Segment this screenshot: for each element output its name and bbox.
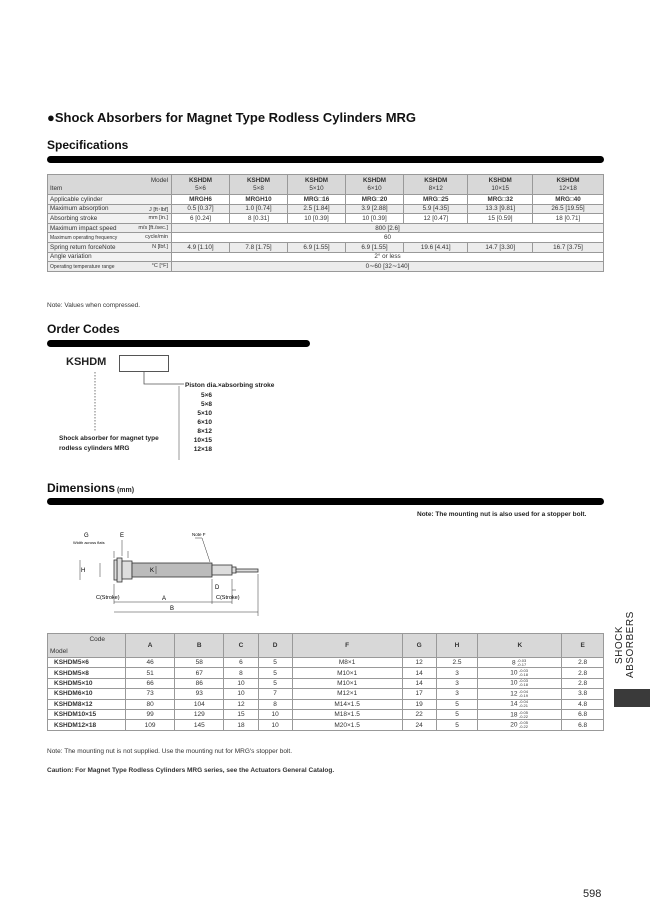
dim-k-tol: -0.03 -0.18	[518, 668, 528, 678]
dim-value: 129	[175, 709, 224, 719]
dim-label-c-right: C(Stroke)	[216, 595, 240, 601]
spec-item-name: Maximum impact speed	[50, 224, 117, 232]
dim-value: 145	[175, 720, 224, 730]
dim-k-value: 18	[510, 711, 518, 719]
spec-model-name: KSHDM	[488, 176, 512, 184]
spec-model-name: KSHDM	[188, 176, 213, 184]
dim-header-row	[48, 634, 604, 658]
dim-k	[478, 689, 562, 699]
dim-value-e: 6.8	[562, 709, 604, 719]
spec-item-name: Absorbing stroke	[50, 214, 98, 222]
spec-value: 2.5 [1.84]	[288, 204, 346, 214]
section-bar	[47, 498, 604, 505]
dim-value: 10	[258, 709, 292, 719]
dim-row	[48, 699, 604, 709]
dim-k	[478, 709, 562, 719]
dim-k	[478, 668, 562, 678]
order-option: 8×12	[197, 428, 212, 435]
spec-value: 7.8 [1.75]	[230, 242, 288, 252]
dim-row	[48, 720, 604, 730]
order-option: 10×15	[193, 437, 212, 444]
dim-value: 10	[258, 720, 292, 730]
spec-value: 5.9 [4.35]	[404, 204, 468, 214]
dim-value: 46	[126, 658, 175, 668]
spec-value: 19.6 [4.41]	[404, 242, 468, 252]
dim-k-value: 8	[512, 659, 516, 667]
spec-value: 6.9 [1.55]	[346, 242, 404, 252]
spec-item-name: Angle variation	[50, 253, 92, 261]
order-code: KSHDM	[66, 356, 107, 368]
spec-model-size: 6×10	[367, 184, 382, 192]
spec-item-name: Maximum absorption	[50, 205, 109, 213]
order-options	[172, 391, 212, 454]
dim-value: 2.5	[436, 658, 478, 668]
dim-value: M14×1.5	[292, 699, 402, 709]
dim-row	[48, 678, 604, 688]
dim-k-tol: -0.04 -0.19	[518, 688, 528, 698]
dim-row	[48, 709, 604, 719]
dim-value: 22	[402, 709, 436, 719]
spec-model-name: KSHDM	[424, 176, 448, 184]
dim-k	[478, 658, 562, 668]
dim-value: M10×1	[292, 668, 402, 678]
dim-value: 10	[224, 689, 258, 699]
spec-header-item: Item	[50, 185, 63, 192]
spec-value: 15 [0.59]	[468, 214, 532, 224]
dim-value: M8×1	[292, 658, 402, 668]
dim-model: KSHDM12×18	[48, 720, 126, 730]
spec-note: Note: Values when compressed.	[47, 302, 141, 309]
spec-item-unit: J [ft･lbf]	[149, 207, 168, 214]
spec-value: 0.5 [0.37]	[172, 204, 230, 214]
dim-value: 10	[224, 678, 258, 688]
dim-value-e: 2.8	[562, 658, 604, 668]
dim-label-b: B	[170, 606, 175, 612]
spec-value: MRG□16	[288, 195, 346, 205]
dim-value: M12×1	[292, 689, 402, 699]
dim-label-e: E	[120, 533, 125, 539]
spec-value: MRGH10	[230, 195, 288, 205]
spec-value: 0∼60 [32∼140]	[172, 262, 604, 272]
dim-value: M10×1	[292, 678, 402, 688]
spec-value: MRG□25	[404, 195, 468, 205]
dim-header-corner	[48, 634, 126, 658]
dim-col-header: F	[292, 634, 402, 658]
dimensions-unit: (mm)	[116, 487, 135, 494]
dim-model: KSHDM5×10	[48, 678, 126, 688]
dim-label-h: H	[81, 568, 86, 574]
dim-value: 73	[126, 689, 175, 699]
dim-value: 3	[436, 678, 478, 688]
piston-label: Piston dia.×absorbing stroke	[185, 382, 275, 389]
spec-value: 60	[172, 233, 604, 243]
spec-model-name: KSHDM	[556, 176, 580, 184]
order-option: 5×6	[200, 392, 212, 399]
spec-value: MRG□20	[346, 195, 404, 205]
dim-k-tol: -0.03 -0.17	[517, 657, 527, 667]
dim-value: 24	[402, 720, 436, 730]
spec-value: 3.9 [2.88]	[346, 204, 404, 214]
dim-value: 5	[436, 699, 478, 709]
spec-value: 8 [0.31]	[230, 214, 288, 224]
dim-value: M18×1.5	[292, 709, 402, 719]
spec-value: 800 [2.6]	[172, 223, 604, 233]
dim-value: 5	[436, 709, 478, 719]
dim-value-e: 6.8	[562, 720, 604, 730]
dim-value-e: 2.8	[562, 678, 604, 688]
page-number: 598	[583, 888, 602, 900]
dim-k-tol: -0.03 -0.18	[518, 678, 528, 688]
spec-model-size: 10×15	[491, 184, 510, 192]
spec-value: 26.5 [19.55]	[532, 204, 603, 214]
dim-k-tol: -0.05 -0.22	[518, 720, 528, 730]
spec-value: 6 [0.24]	[172, 214, 230, 224]
dim-value: 7	[258, 689, 292, 699]
dim-k	[478, 678, 562, 688]
dim-k-value: 10	[510, 669, 518, 677]
spec-item-unit: °C [°F]	[151, 262, 168, 269]
dim-value-e: 4.8	[562, 699, 604, 709]
dim-value: 86	[175, 678, 224, 688]
dim-note: Note: The mounting nut is not supplied. Use the mounting nut for MRG's stopper bolt.	[47, 748, 293, 755]
spec-value: 12 [0.47]	[404, 214, 468, 224]
dim-k-value: 14	[510, 700, 518, 708]
dim-k-value: 20	[510, 721, 518, 729]
spec-item-unit: mm [in.]	[148, 214, 168, 221]
spec-value: 1.0 [0.74]	[230, 204, 288, 214]
spec-model-name: KSHDM	[362, 176, 387, 184]
dim-row	[48, 658, 604, 668]
dim-value: 99	[126, 709, 175, 719]
dimensions-title: Dimensions	[47, 481, 116, 495]
spec-item-name: Maximum operating frequency	[50, 235, 118, 242]
dim-value: 6	[224, 658, 258, 668]
dim-value: M20×1.5	[292, 720, 402, 730]
order-desc-1: Shock absorber for magnet type	[59, 435, 159, 442]
spec-value: 2° or less	[172, 252, 604, 262]
dim-label-note-f: Note F	[192, 532, 206, 537]
spec-value: 14.7 [3.30]	[468, 242, 532, 252]
dim-k-value: 10	[510, 680, 518, 688]
dim-row	[48, 668, 604, 678]
dim-value: 15	[224, 709, 258, 719]
dim-value: 3	[436, 689, 478, 699]
dim-col-header: E	[562, 634, 604, 658]
dim-k-value: 12	[510, 690, 518, 698]
spec-header-model: Model	[150, 177, 168, 184]
dim-k-tol: -0.04 -0.21	[518, 699, 528, 709]
dim-col-header: B	[175, 634, 224, 658]
dim-col-header: G	[402, 634, 436, 658]
dim-value: 17	[402, 689, 436, 699]
dim-header-code: Code	[89, 636, 105, 643]
spec-value: 10 [0.39]	[346, 214, 404, 224]
dim-value: 12	[224, 699, 258, 709]
dimension-drawing	[70, 528, 270, 620]
specifications-heading: Specifications	[47, 138, 129, 152]
dimensions-heading	[47, 481, 134, 495]
spec-value: 4.9 [1.10]	[172, 242, 230, 252]
dim-value: 93	[175, 689, 224, 699]
spec-model-size: 5×8	[253, 184, 264, 192]
dim-value: 104	[175, 699, 224, 709]
dim-value: 66	[126, 678, 175, 688]
dim-col-header: D	[258, 634, 292, 658]
dim-value: 5	[258, 658, 292, 668]
dim-value: 5	[258, 678, 292, 688]
spec-item-unit: cycle/min	[145, 234, 168, 241]
dim-label-d: D	[215, 585, 220, 591]
dim-value: 51	[126, 668, 175, 678]
spec-model-name: KSHDM	[304, 176, 329, 184]
dim-model: KSHDM10×15	[48, 709, 126, 719]
spec-model-name: KSHDM	[246, 176, 271, 184]
side-tab-block	[614, 689, 650, 707]
dim-value: 14	[402, 668, 436, 678]
spec-item-unit: N [lbf.]	[152, 243, 168, 250]
dim-label-a: A	[162, 596, 167, 602]
order-desc-2: rodless cylinders MRG	[59, 445, 130, 452]
dim-k	[478, 699, 562, 709]
dim-model: KSHDM6×10	[48, 689, 126, 699]
mounting-note: Note: The mounting nut is also used for a stopper bolt.	[417, 511, 587, 518]
dim-value-e: 2.8	[562, 668, 604, 678]
spec-value: MRG□40	[532, 195, 603, 205]
dim-value: 67	[175, 668, 224, 678]
dim-value: 109	[126, 720, 175, 730]
dim-label-k: K	[150, 568, 155, 574]
spec-model-size: 12×18	[559, 184, 577, 192]
dim-value: 12	[402, 658, 436, 668]
spec-value: 13.3 [9.81]	[468, 204, 532, 214]
spec-value: 10 [0.39]	[288, 214, 346, 224]
dim-label-flats: Width across flats	[73, 540, 105, 545]
dimensions-table	[47, 633, 604, 731]
dim-value: 5	[436, 720, 478, 730]
spec-value: 6.9 [1.55]	[288, 242, 346, 252]
order-option: 12×18	[193, 446, 212, 453]
dim-col-header: C	[224, 634, 258, 658]
order-option: 6×10	[197, 419, 212, 426]
spec-item-name: Operating temperature range	[50, 263, 115, 270]
spec-value: MRG□32	[468, 195, 532, 205]
dim-value: 8	[224, 668, 258, 678]
dim-value: 18	[224, 720, 258, 730]
dim-col-header: H	[436, 634, 478, 658]
dim-label-c-left: C(Stroke)	[96, 595, 120, 601]
dim-header-model: Model	[50, 648, 68, 655]
dim-value: 5	[258, 668, 292, 678]
dim-model: KSHDM5×8	[48, 668, 126, 678]
dim-value: 19	[402, 699, 436, 709]
spec-item-name: Applicable cylinder	[50, 195, 103, 203]
dim-model: KSHDM5×6	[48, 658, 126, 668]
dim-row	[48, 689, 604, 699]
spec-item-name: Spring return forceNote	[50, 243, 116, 251]
spec-value: 16.7 [3.75]	[532, 242, 603, 252]
dim-value: 14	[402, 678, 436, 688]
dim-k	[478, 720, 562, 730]
order-option: 5×8	[200, 401, 212, 408]
spec-model-size: 5×6	[195, 184, 206, 192]
spec-value: MRGH6	[172, 195, 230, 205]
dim-label-g: G	[84, 533, 89, 539]
spec-model-size: 5×10	[309, 184, 324, 192]
caution-note: Caution: For Magnet Type Rodless Cylinders MRG series, see the Actuators General Catalog.	[47, 767, 335, 774]
page-title: ●Shock Absorbers for Magnet Type Rodless Cylinders MRG	[47, 110, 417, 125]
side-tab: SHOCK ABSORBERS	[614, 611, 636, 679]
order-option: 5×10	[197, 410, 212, 417]
dim-value: 58	[175, 658, 224, 668]
dim-k-tol: -0.05 -0.22	[518, 709, 528, 719]
dim-value-e: 3.8	[562, 689, 604, 699]
order-codes-heading: Order Codes	[47, 322, 120, 336]
spec-model-size: 8×12	[428, 184, 443, 192]
dim-value: 8	[258, 699, 292, 709]
dim-value: 80	[126, 699, 175, 709]
spec-value: 18 [0.71]	[532, 214, 603, 224]
dim-col-header: A	[126, 634, 175, 658]
spec-item-unit: m/s [ft./sec.]	[138, 224, 168, 231]
dim-model: KSHDM8×12	[48, 699, 126, 709]
dim-col-header: K	[478, 634, 562, 658]
dim-value: 3	[436, 668, 478, 678]
